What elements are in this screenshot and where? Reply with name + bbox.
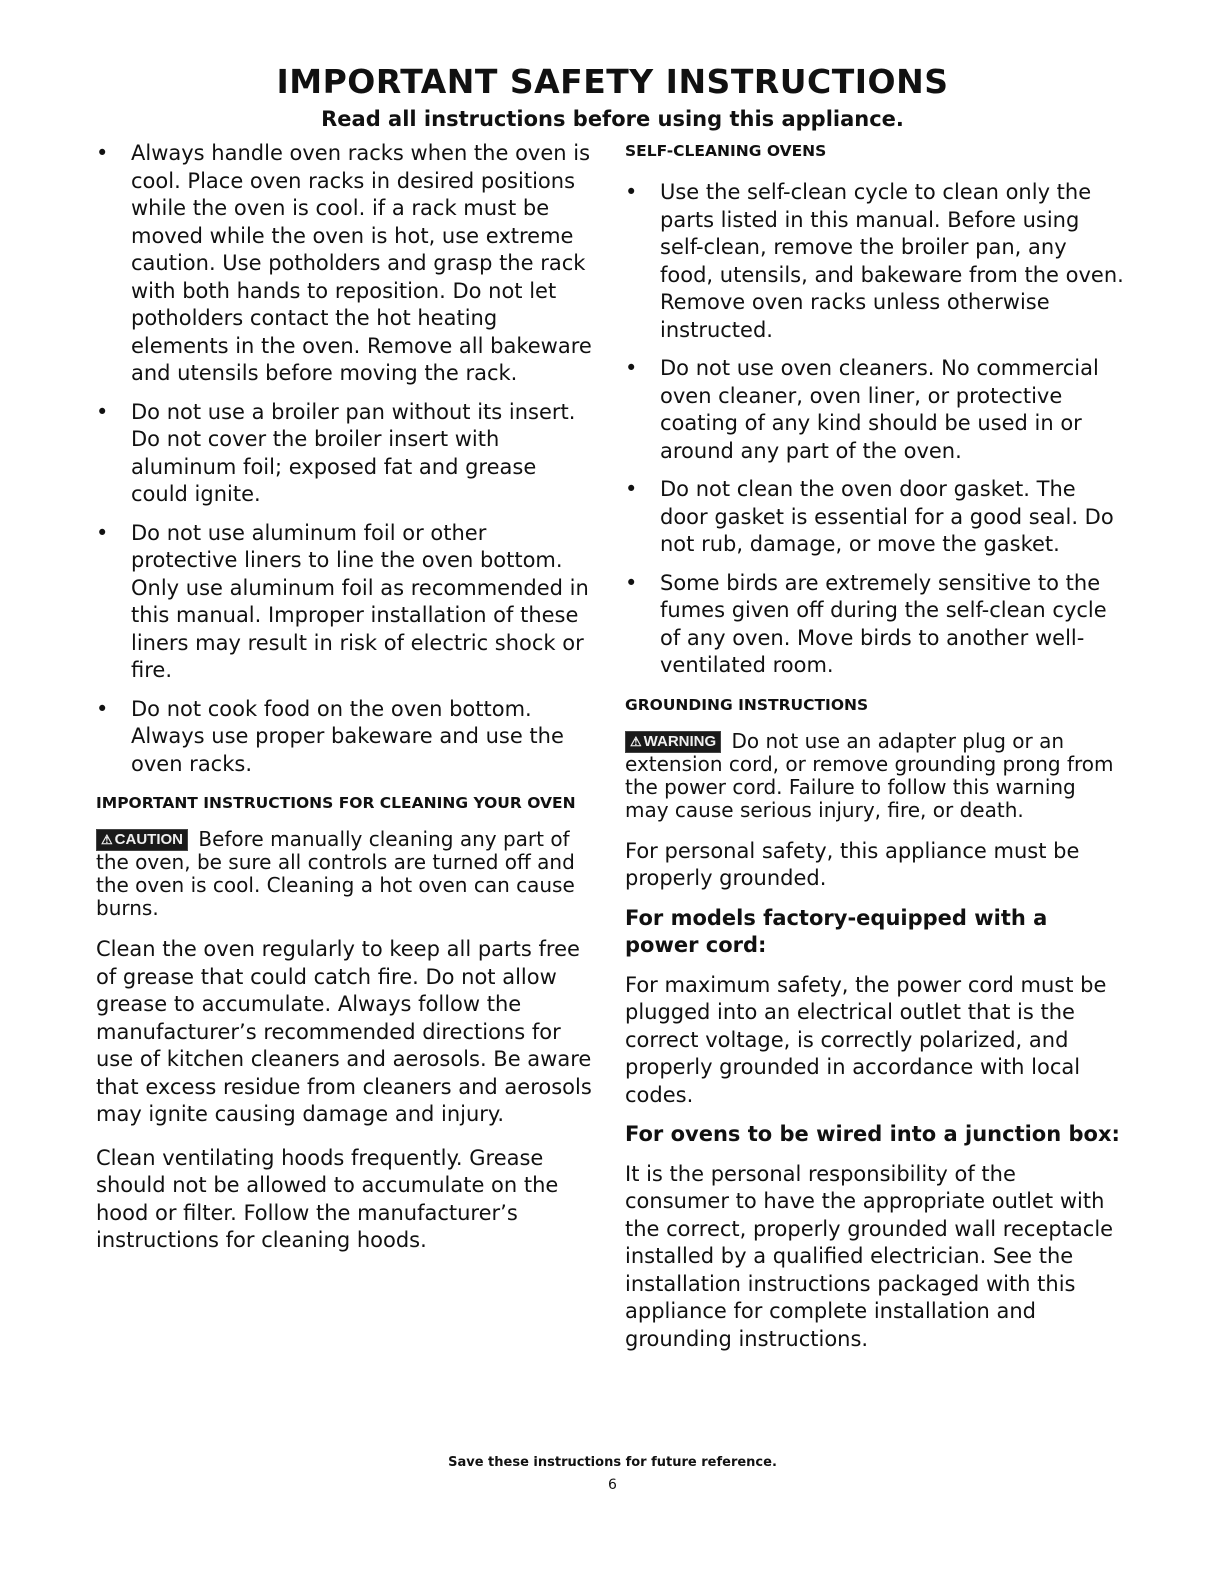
bullet-item: • Some birds are extremely sensitive to the fumes given off during the self-clean cycle of any oven. Move birds to another well-ventilated room. [625, 570, 1125, 680]
bullet-item: • Do not cook food on the oven bottom. Always use proper bakeware and use the oven racks. [96, 696, 596, 779]
hoods-paragraph: Clean ventilating hoods frequently. Grease should not be allowed to accumulate on the hood or filter. Follow the manufacturer’s instructions for cleaning hoods. [96, 1145, 559, 1252]
safety-paragraph: For personal safety, this appliance must be properly grounded. [625, 838, 1080, 890]
bullet-item: • Always handle oven racks when the oven is cool. Place oven racks in desired positions while the oven is cool. if a rack must be moved while the oven is hot, use extreme caution. Use potholders and grasp the rack with both hands to reposition. Do not let potholders contact the hot heating elements in the oven. Remove all bakeware and utensils before moving the rack. [96, 140, 596, 388]
cleaning-paragraph: Clean the oven regularly to keep all parts free of grease that could catch fire. Do not allow grease to accumulate. Always follow the manufacturer’s recommended directions for use of kitchen cleaners and aerosols. Be aware that excess residue from cleaners and aerosols may ignite causing damage and injury. [96, 937, 592, 1126]
page-subtitle: Read all instructions before using this appliance. [321, 107, 904, 131]
footer-note: Save these instructions for future reference. [448, 1455, 777, 1470]
caution-paragraph [96, 828, 596, 920]
left-column [96, 140, 596, 1267]
warning-badge: ⚠ WARNING [625, 731, 721, 753]
grounding-heading: GROUNDING INSTRUCTIONS [625, 695, 869, 714]
bullet-item: • Do not use aluminum foil or other protective liners to line the oven bottom. Only use aluminum foil as recommended in this manual. Improper installation of these liners may result in risk of electric shock or fire. [96, 520, 596, 685]
page-title: IMPORTANT SAFETY INSTRUCTIONS [276, 62, 949, 101]
junction-box-paragraph: It is the personal responsibility of the consumer to have the appropriate outlet with the correct, properly grounded wall receptacle installed by a qualified electrician. See the installation instructions packaged with this appliance for complete installation and grounding instructions. [625, 1161, 1114, 1351]
self-clean-bullets [625, 179, 1125, 680]
bullet-item: • Do not clean the oven door gasket. The door gasket is essential for a good seal. Do not rub, damage, or move the gasket. [625, 476, 1125, 559]
power-cord-paragraph: For maximum safety, the power cord must be plugged into an electrical outlet that is the correct voltage, is correctly polarized, and properly grounded in accordance with local codes. [625, 972, 1107, 1107]
caution-badge: ⚠ CAUTION [96, 829, 188, 851]
caution-text: Before manually cleaning any part of the oven, be sure all controls are turned off and the oven is cool. Cleaning a hot oven can cause burns. [96, 827, 575, 920]
self-cleaning-heading: SELF-CLEANING OVENS [625, 142, 827, 160]
junction-box-subheading: For ovens to be wired into a junction box: [625, 1122, 1120, 1146]
warning-text: Do not use an adapter plug or an extension cord, or remove grounding prong from the power cord. Failure to follow this warning may cause serious injury, fire, or death. [625, 728, 1114, 822]
bullet-item: • Do not use a broiler pan without its insert. Do not cover the broiler insert with aluminum foil; exposed fat and grease could ignite. [96, 399, 596, 509]
oven-rack-bullets [96, 140, 596, 778]
bullet-item: • Do not use oven cleaners. No commercial oven cleaner, oven liner, or protective coating of any kind should be used in or around any part of the oven. [625, 355, 1125, 465]
warning-triangle-icon: ⚠ [630, 733, 642, 749]
cleaning-heading: IMPORTANT INSTRUCTIONS FOR CLEANING YOUR OVEN [96, 794, 576, 812]
warning-paragraph [625, 730, 1125, 822]
right-column [625, 140, 1125, 1365]
bullet-item: • Use the self-clean cycle to clean only the parts listed in this manual. Before using self-clean, remove the broiler pan, any food, utensils, and bakeware from the oven. Remove oven racks unless otherwise instructed. [625, 179, 1125, 344]
page-number: 6 [608, 1477, 617, 1493]
warning-triangle-icon: ⚠ [101, 832, 113, 847]
power-cord-subheading: For models factory-equipped with a power cord: [625, 905, 1048, 957]
